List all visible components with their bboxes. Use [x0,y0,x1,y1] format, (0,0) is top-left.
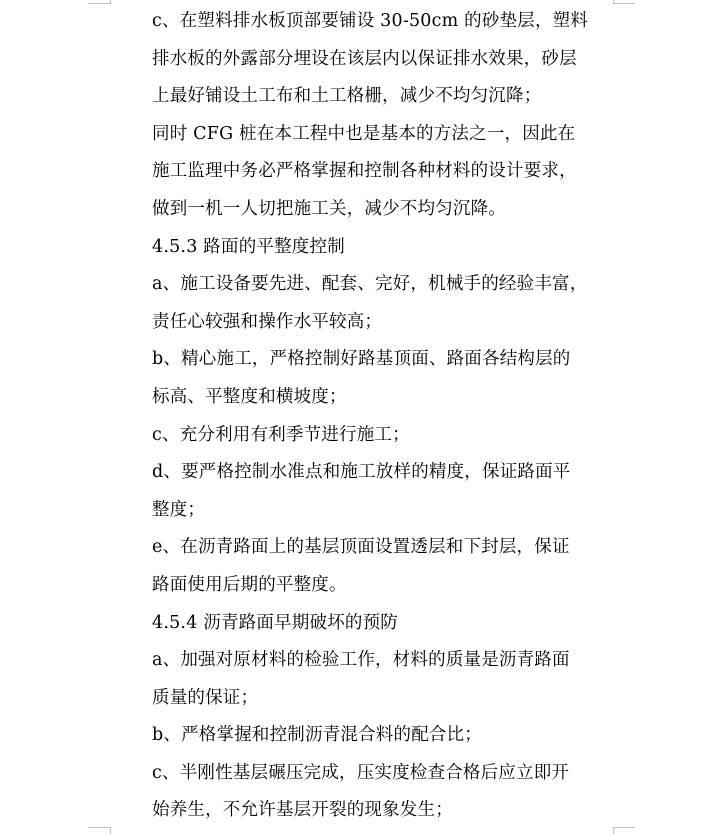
text-line: 整度； [152,499,206,520]
text-line: b、严格掌握和控制沥青混合料的配合比； [152,725,483,746]
text-line: 排水板的外露部分埋设在该层内以保证排水效果，砂层 [152,48,577,69]
text-line: 上最好铺设土工布和土工格栅，减少不均匀沉降； [152,86,542,107]
text-line: a、施工设备要先进、配套、完好，机械手的经验丰富， [152,274,588,295]
text-line: c、充分利用有利季节进行施工； [152,424,410,445]
text-line: 标高、平整度和横坡度； [152,386,347,407]
text-line: 始养生，不允许基层开裂的现象发生； [152,800,453,821]
text-line: 路面使用后期的平整度。 [152,574,347,595]
text-line: 施工监理中务必严格掌握和控制各种材料的设计要求， [152,161,577,182]
text-line: d、要严格控制水准点和施工放样的精度，保证路面平 [152,462,571,483]
text-line: 质量的保证； [152,687,259,708]
text-line: 同时 CFG 桩在本工程中也是基本的方法之一，因此在 [152,123,576,144]
text-line: a、加强对原材料的检验工作，材料的质量是沥青路面 [152,650,570,671]
crop-mark-bottom-right-vertical [613,827,614,834]
crop-mark-top-left-horizontal [88,3,110,4]
crop-mark-bottom-right-horizontal [613,827,635,828]
text-line: c、在塑料排水板顶部要铺设 30-50cm 的砂垫层，塑料 [152,11,589,31]
section-heading: 4.5.3 路面的平整度控制 [152,236,345,257]
section-heading: 4.5.4 沥青路面早期破坏的预防 [152,612,398,633]
text-line: c、半刚性基层碾压完成，压实度检查合格后应立即开 [152,762,570,783]
text-line: b、精心施工，严格控制好路基顶面、路面各结构层的 [152,349,571,370]
crop-mark-bottom-left-vertical [110,827,111,834]
document-body [152,3,612,830]
crop-mark-bottom-left-horizontal [88,827,110,828]
crop-mark-top-right-horizontal [613,3,635,4]
text-line: 责任心较强和操作水平较高； [152,311,383,332]
crop-mark-top-left-vertical [110,0,111,4]
text-line: e、在沥青路面上的基层顶面设置透层和下封层，保证 [152,537,570,558]
text-line: 做到一机一人切把施工关，减少不均匀沉降。 [152,198,506,219]
